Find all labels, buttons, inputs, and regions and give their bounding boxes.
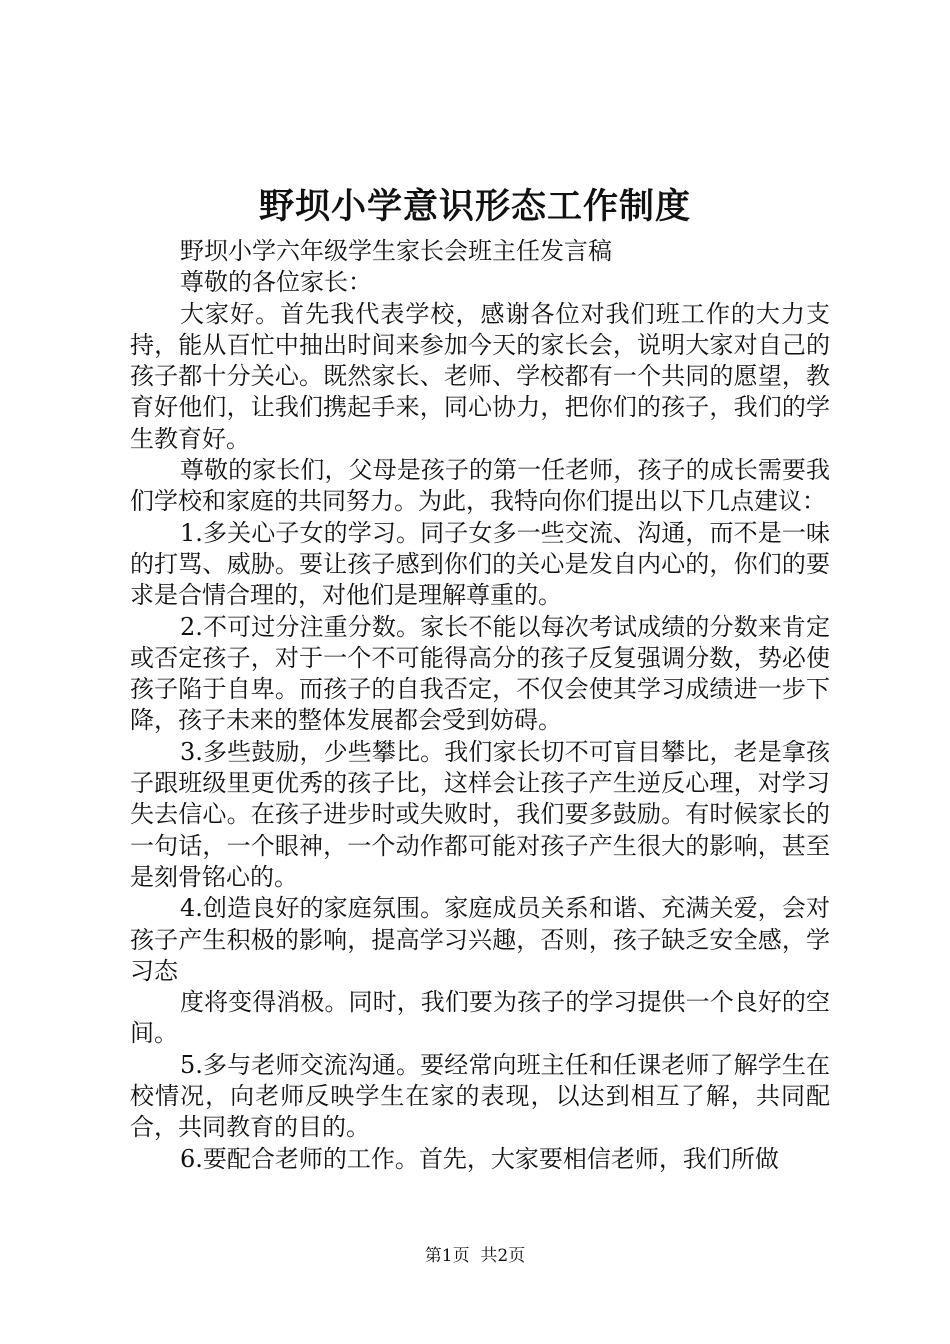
paragraph-intro: 尊敬的家长们，父母是孩子的第一任老师，孩子的成长需要我们学校和家庭的共同努力。为此，我特向你们提出以下几点建议：: [130, 456, 830, 516]
paragraph-greeting: 大家好。首先我代表学校，感谢各位对我们班工作的大力支持，能从百忙中抽出时间来参加今天的家长会，说明大家对自己的孩子都十分关心。既然家长、老师、学校都有一个共同的愿望，教育好他们，让我们携起手来，同心协力，把你们的孩子，我们的学生教育好。: [130, 299, 830, 453]
document-title: 野坝小学意识形态工作制度: [258, 186, 691, 227]
page-footer: [0, 1244, 950, 1268]
paragraph-item-5: 5.多与老师交流沟通。要经常向班主任和任课老师了解学生在校情况，向老师反映学生在家的表现，以达到相互了解，共同配合，共同教育的目的。: [130, 1050, 830, 1142]
paragraph-subtitle: 野坝小学六年级学生家长会班主任发言稿: [180, 237, 612, 265]
page-number: 第1页 共2页: [424, 1246, 526, 1266]
paragraph-salutation: 尊敬的各位家长：: [180, 268, 372, 297]
paragraph-item-4-continued: 度将变得消极。同时，我们要为孩子的学习提供一个良好的空间。: [130, 988, 830, 1048]
paragraph-item-4: 4.创造良好的家庭氛围。家庭成员关系和谐、充满关爱，会对孩子产生积极的影响，提高学习兴趣，否则，孩子缺乏安全感，学习态: [130, 894, 830, 985]
paragraph-item-3: 3.多些鼓励，少些攀比。我们家长切不可盲目攀比，老是拿孩子跟班级里更优秀的孩子比，这样会让孩子产生逆反心理，对学习失去信心。在孩子进步时或失败时，我们要多鼓励。有时候家长的一句话，一个眼神，一个动作都可能对孩子产生很大的影响，甚至是刻骨铭心的。: [130, 737, 830, 891]
paragraph-item-2: 2.不可过分注重分数。家长不能以每次考试成绩的分数来肯定或否定孩子，对于一个不可能得高分的孩子反复强调分数，势必使孩子陷于自卑。而孩子的自我否定，不仅会使其学习成绩进一步下降，孩子未来的整体发展都会受到妨碍。: [130, 612, 830, 735]
document-body: [130, 236, 830, 1175]
paragraph-item-6: 6.要配合老师的工作。首先，大家要相信老师，我们所做: [180, 1144, 779, 1173]
paragraph-item-1: 1.多关心子女的学习。同子女多一些交流、沟通，而不是一味的打骂、威胁。要让孩子感到你们的关心是发自内心的，你们的要求是合情合理的，对他们是理解尊重的。: [130, 518, 830, 610]
